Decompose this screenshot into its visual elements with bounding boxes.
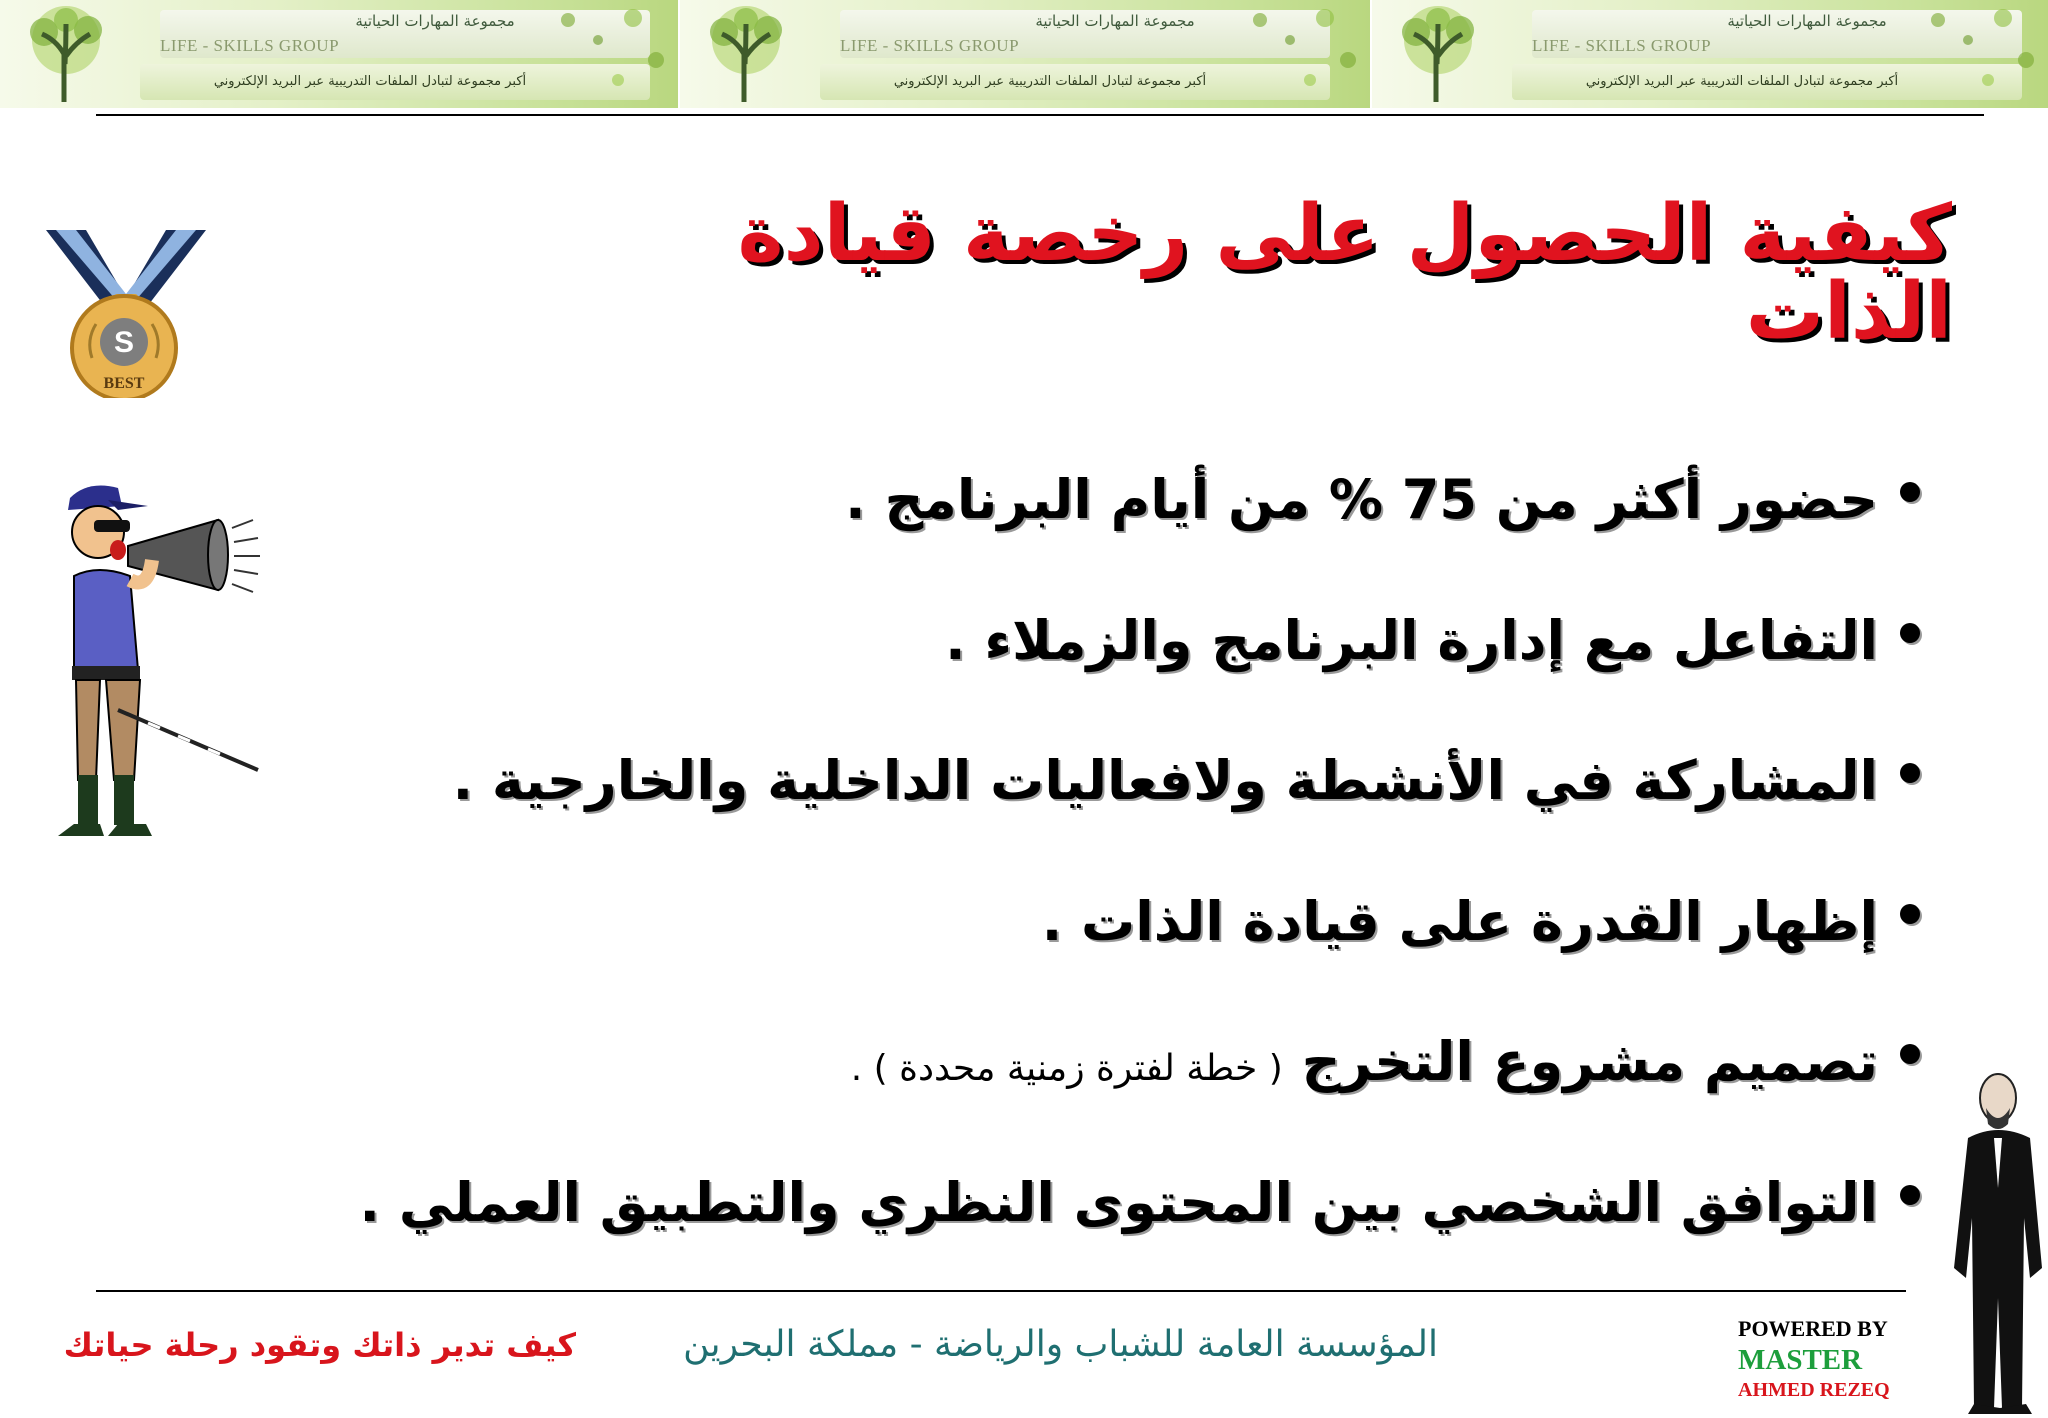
footer-slogan: كيف تدير ذاتك وتقود رحلة حياتك: [63, 1326, 576, 1364]
bullet-item: [178, 749, 1878, 890]
bullet-dot-icon: [1900, 1044, 1920, 1064]
bullet-dot-icon: [1900, 623, 1920, 643]
author-label: AHMED REZEQ: [1738, 1379, 1890, 1401]
bullet-text: التفاعل مع إدارة البرنامج والزملاء .: [945, 608, 1878, 672]
banner-arabic-title: مجموعة المهارات الحياتية: [355, 12, 515, 30]
bullet-item: [178, 468, 1878, 609]
tree-logo-icon: [686, 4, 806, 104]
bullet-dot-icon: [1900, 763, 1920, 783]
best-medal-icon: [46, 228, 206, 398]
bullet-note: ( خطة لفترة زمنية محددة ) .: [850, 1048, 1283, 1089]
bullet-item: [178, 1030, 1878, 1171]
header-banner-strip: [0, 0, 2048, 108]
medal-label: BEST: [103, 375, 145, 392]
bullet-item: [178, 609, 1878, 750]
master-label: MASTER: [1738, 1344, 1863, 1376]
leaves-decoration-icon: [538, 0, 678, 108]
header-divider: [96, 114, 1984, 116]
banner-english-title: LIFE - SKILLS GROUP: [840, 36, 1020, 55]
bullet-text: المشاركة في الأنشطة ولافعاليات الداخلية والخارجية .: [452, 749, 1878, 812]
bullet-text: التوافق الشخصي بين المحتوى النظري والتطبيق العملي .: [359, 1170, 1878, 1234]
header-banner: [1372, 0, 2048, 108]
svg-text:S: S: [113, 326, 135, 359]
bullet-dot-icon: [1900, 904, 1920, 924]
bullet-list: [178, 468, 1878, 1311]
bullet-dot-icon: [1900, 1185, 1920, 1205]
banner-subtitle: أكبر مجموعة لتبادل الملفات التدريبية عبر البريد الإلكتروني: [213, 74, 527, 89]
tree-logo-icon: [6, 4, 126, 104]
header-banner: [0, 0, 680, 108]
presenter-silhouette-icon: [1938, 1068, 2048, 1418]
banner-arabic-title: مجموعة المهارات الحياتية: [1035, 12, 1195, 30]
leaves-decoration-icon: [1908, 0, 2048, 108]
tree-logo-icon: [1378, 4, 1498, 104]
bullet-text: تصميم مشروع التخرج: [1301, 1030, 1878, 1093]
bullet-item: [178, 890, 1878, 1031]
header-banner: [680, 0, 1372, 108]
powered-by-block: [1738, 1314, 1938, 1404]
banner-subtitle: أكبر مجموعة لتبادل الملفات التدريبية عبر البريد الإلكتروني: [1585, 74, 1899, 89]
footer-organization: المؤسسة العامة للشباب والرياضة - مملكة البحرين: [683, 1324, 1438, 1365]
bullet-dot-icon: [1900, 482, 1920, 502]
powered-by-label: POWERED BY: [1738, 1316, 1888, 1341]
banner-subtitle: أكبر مجموعة لتبادل الملفات التدريبية عبر البريد الإلكتروني: [893, 74, 1207, 89]
banner-english-title: LIFE - SKILLS GROUP: [1532, 36, 1712, 55]
footer-divider: [96, 1290, 1906, 1292]
bullet-text: حضور أكثر من 75 % من أيام البرنامج .: [845, 468, 1878, 531]
bullet-text: إظهار القدرة على قيادة الذات .: [1041, 889, 1878, 953]
leaves-decoration-icon: [1230, 0, 1370, 108]
banner-arabic-title: مجموعة المهارات الحياتية: [1727, 12, 1887, 30]
banner-english-title: LIFE - SKILLS GROUP: [160, 36, 340, 55]
slide-title: كيفية الحصول على رخصة قيادة الذات: [737, 189, 1952, 357]
coach-megaphone-icon: [48, 480, 263, 840]
